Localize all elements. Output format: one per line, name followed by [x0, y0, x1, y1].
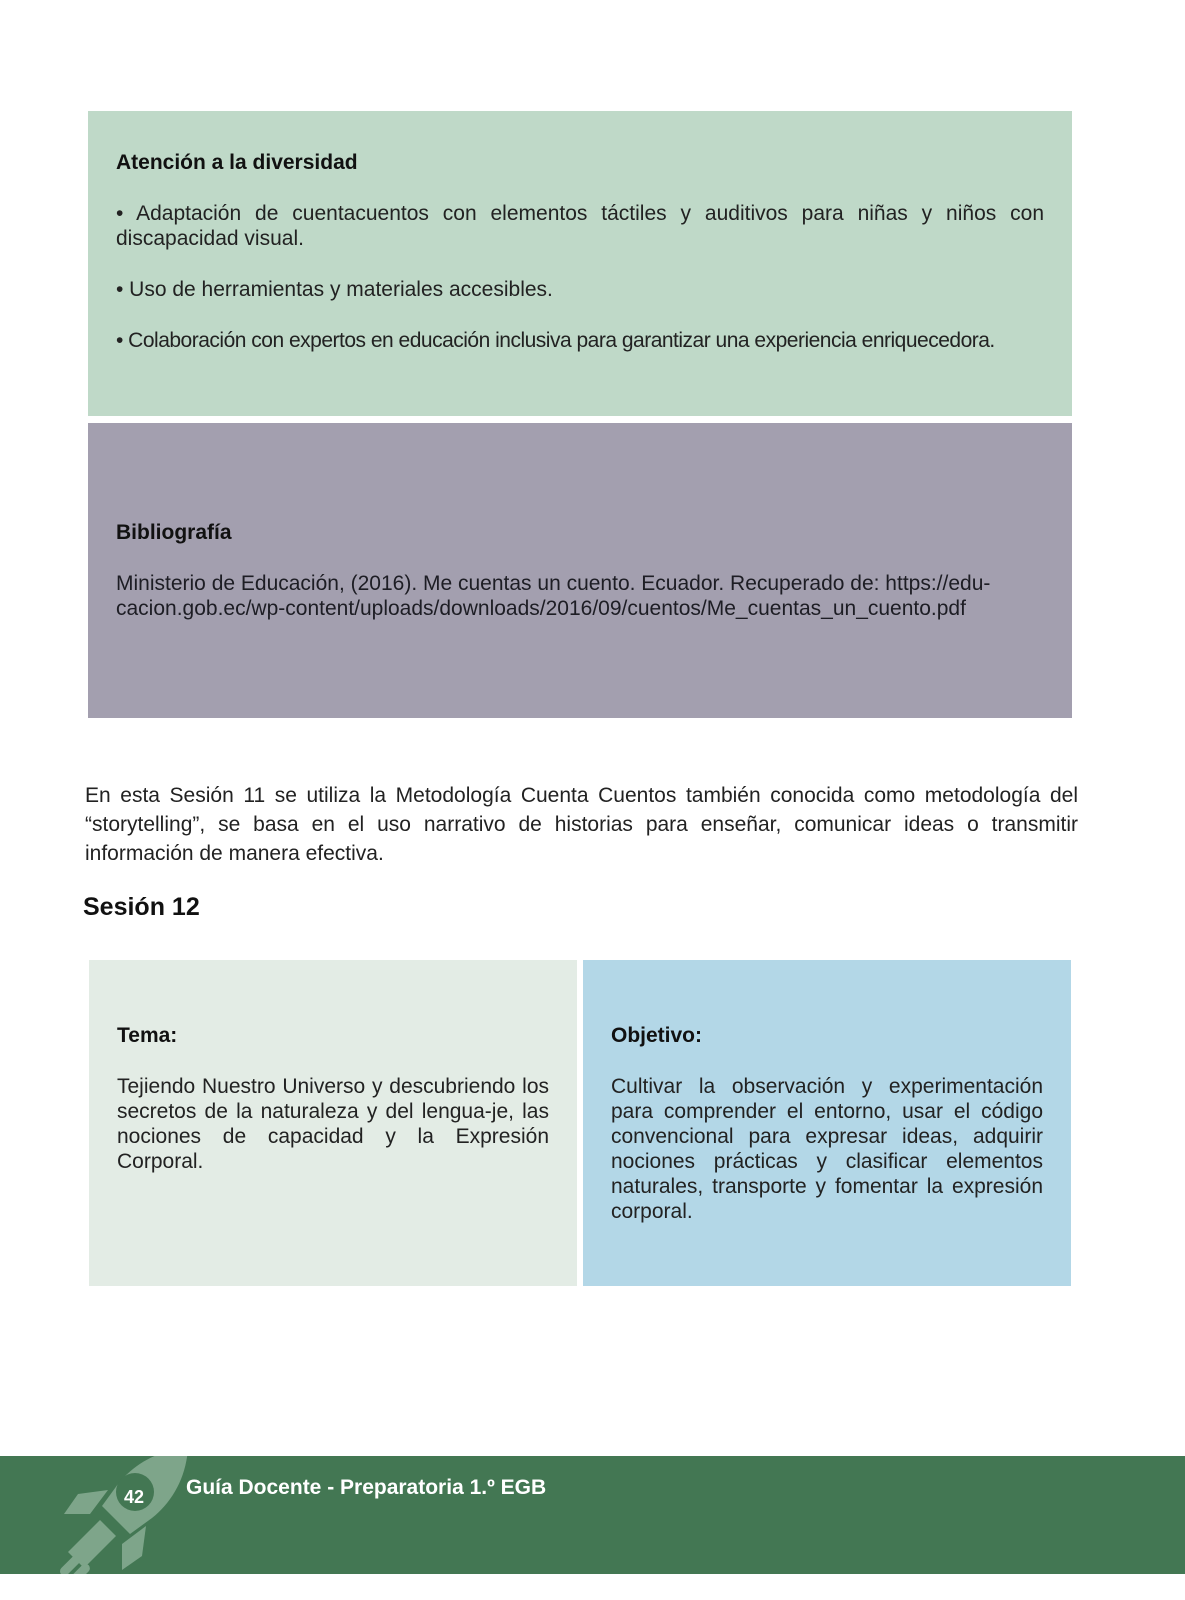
page-number: 42	[123, 1487, 145, 1507]
page-footer	[0, 1456, 1185, 1574]
bibliography-reference: Ministerio de Educación, (2016). Me cuentas un cuento. Ecuador. Recuperado de: https://edu-cacion.gob.ec/wp-content/uploads/downloads/2016/09/cuentos/Me_cuentas_un_cuento.pdf	[116, 572, 991, 620]
bibliography-title: Bibliografía	[116, 521, 232, 544]
diversity-section	[88, 111, 1072, 416]
objective-card	[583, 960, 1071, 1286]
diversity-title: Atención a la diversidad	[116, 151, 358, 174]
diversity-bullet: • Adaptación de cuentacuentos con elementos táctiles y auditivos para niñas y niños con discapacidad visual.	[116, 202, 1044, 250]
bibliography-section	[88, 423, 1072, 718]
theme-label: Tema:	[117, 1024, 178, 1047]
objective-label: Objetivo:	[611, 1024, 703, 1047]
footer-title: Guía Docente - Preparatoria 1.º EGB	[186, 1476, 547, 1499]
objective-text: Cultivar la observación y experimentación para comprender el entorno, usar el código convencional para expresar ideas, adquirir nociones prácticas y clasificar elementos naturales, transporte y fomentar la expresión corporal.	[611, 1075, 1043, 1223]
methodology-paragraph: En esta Sesión 11 se utiliza la Metodología Cuenta Cuentos también conocida como metodología del “storytelling”, se basa en el uso narrativo de historias para enseñar, comunicar ideas o transmitir información de manera efectiva.	[85, 784, 1078, 865]
session-heading: Sesión 12	[83, 893, 200, 921]
diversity-bullet: • Colaboración con expertos en educación inclusiva para garantizar una experiencia enriquecedora.	[116, 329, 995, 352]
theme-text: Tejiendo Nuestro Universo y descubriendo los secretos de la naturaleza y del lengua-je, las nociones de capacidad y la Expresión Corporal.	[117, 1075, 549, 1173]
theme-card	[89, 960, 577, 1286]
diversity-bullet: • Uso de herramientas y materiales accesibles.	[116, 278, 553, 301]
